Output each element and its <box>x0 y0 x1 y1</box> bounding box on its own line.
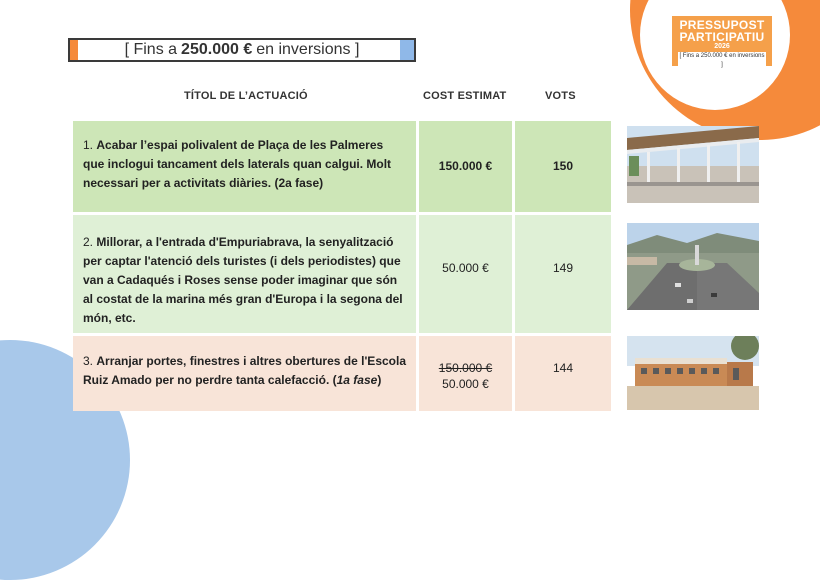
logo-line1: PRESSUPOST <box>679 18 765 32</box>
banner-suffix: en inversions ] <box>256 41 360 58</box>
pressupost-logo <box>672 16 772 66</box>
row3-cost-value: 50.000 € <box>442 377 489 391</box>
roundabout-road-photo <box>627 223 759 310</box>
row2-votes-value: 149 <box>552 261 574 275</box>
row1-number: 1. <box>83 138 94 152</box>
row2-text: Millorar, a l'entrada d'Empuriabrava, la senyalització per captar l'atenció dels turistes (i dels periodistes) que van a Cadaqués i Roses sense poder imaginar que són al costat de la marina més gran d'Europa i la segona del món, etc. <box>83 235 403 325</box>
row1-votes-value: 150 <box>552 159 574 173</box>
row3-title-cell: 3. Arranjar portes, finestres i altres obertures de l'Escola Ruiz Amado per no perdre tanta calefacció. (1a fase) <box>73 336 416 411</box>
row3-text: Arranjar portes, finestres i altres obertures de l'Escola Ruiz Amado per no perdre tanta calefacció. <box>83 354 406 387</box>
row1-text: Acabar l’espai polivalent de Plaça de les Palmeres que inclogui tancament dels laterals quan calgui. Molt necessari per a activitats diàries. (2a fase) <box>83 138 392 190</box>
row2-cost <box>419 215 512 333</box>
row3-phase: 1a fase <box>336 373 378 387</box>
row3-votes-value: 144 <box>552 361 574 375</box>
row1-cost <box>419 121 512 212</box>
banner-amount: 250.000 € <box>181 41 253 58</box>
banner-prefix: [ Fins a <box>124 41 178 58</box>
school-building-photo <box>627 336 759 410</box>
row3-number: 3. <box>83 354 94 368</box>
logo-line2: PARTICIPATIU <box>679 30 765 44</box>
row1-cost-value: 150.000 € <box>438 159 493 173</box>
row3-cost <box>419 336 512 411</box>
row2-votes <box>515 215 611 333</box>
header-title: TÍTOL DE L’ACTUACIÓ <box>184 90 308 102</box>
row2-title-cell <box>73 215 416 333</box>
header-votes: VOTS <box>545 90 576 102</box>
logo-year: 2026 <box>714 43 730 50</box>
covered-plaza-photo <box>627 126 759 203</box>
logo-tagline: [ Fins a 250.000 € en inversions ] <box>679 53 765 68</box>
row3-votes <box>515 336 611 411</box>
row3-cost-old: 150.000 € <box>438 361 493 375</box>
row1-title-cell <box>73 121 416 212</box>
budget-banner <box>68 38 416 62</box>
row2-number: 2. <box>83 235 94 249</box>
row1-votes <box>515 121 611 212</box>
header-cost: COST ESTIMAT <box>423 90 507 102</box>
row2-cost-value: 50.000 € <box>442 261 489 275</box>
